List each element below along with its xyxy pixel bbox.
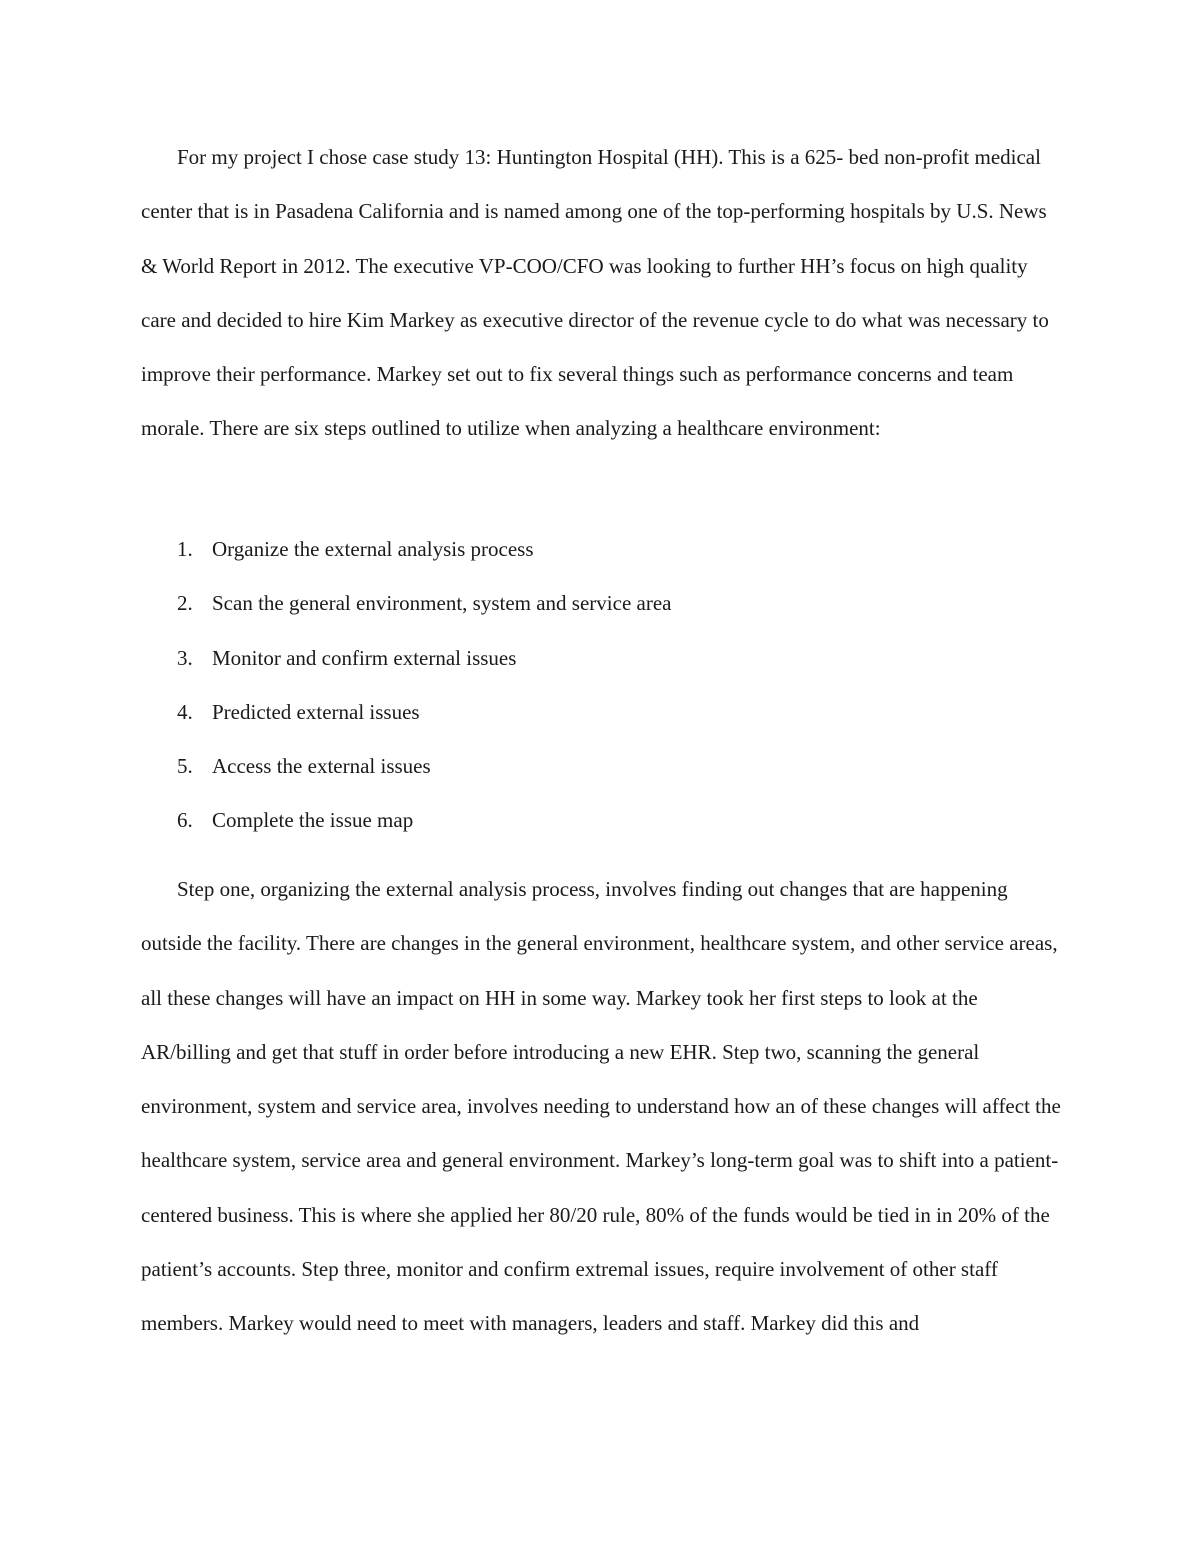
list-item-number: 2. <box>177 591 193 616</box>
list-item <box>141 685 1041 739</box>
list-item <box>141 793 1041 847</box>
paragraph-text: For my project I chose case study 13: Huntington Hospital (HH). This is a 625- bed non-profit medical center that is in Pasadena California and is named among one of the top-performing hospitals by U.S. News & World Report in 2012. The executive VP-COO/CFO was looking to further HH’s focus on high quality care and decided to hire Kim Markey as executive director of the revenue cycle to do what was necessary to improve their performance. Markey set out to fix several things such as performance concerns and team morale. There are six steps outlined to utilize when analyzing a healthcare environment: <box>141 145 1049 441</box>
list-item-number: 6. <box>177 808 193 833</box>
list-item-text: Organize the external analysis process <box>212 537 534 561</box>
paragraph-text: Step one, organizing the external analysis process, involves finding out changes that are happening outside the facility. There are changes in the general environment, healthcare system, and other service areas, all these changes will have an impact on HH in some way. Markey took her first steps to look at the AR/billing and get that stuff in order before introducing a new EHR. Step two, scanning the general environment, system and service area, involves needing to understand how an of these changes will affect the healthcare system, service area and general environment. Markey’s long-term goal was to shift into a patient-centered business. This is where she applied her 80/20 rule, 80% of the funds would be tied in in 20% of the patient’s accounts. Step three, monitor and confirm extremal issues, require involvement of other staff members. Markey would need to meet with managers, leaders and staff. Markey did this and <box>141 877 1061 1336</box>
list-item-number: 5. <box>177 754 193 779</box>
list-item-text: Scan the general environment, system and service area <box>212 591 672 616</box>
steps-list <box>141 522 1041 848</box>
list-item-number: 4. <box>177 699 193 724</box>
list-item-text: Monitor and confirm external issues <box>212 645 517 670</box>
list-item-text: Complete the issue map <box>212 808 414 833</box>
list-item <box>141 739 1041 793</box>
list-item-number: 1. <box>177 537 193 561</box>
list-item-text: Access the external issues <box>212 754 431 779</box>
list-item <box>141 522 1041 576</box>
list-item <box>141 576 1041 630</box>
intro-paragraph <box>141 130 1066 456</box>
list-item-number: 3. <box>177 645 193 670</box>
list-item-text: Predicted external issues <box>212 699 420 724</box>
body-paragraph <box>141 862 1066 1351</box>
list-item <box>141 631 1041 685</box>
